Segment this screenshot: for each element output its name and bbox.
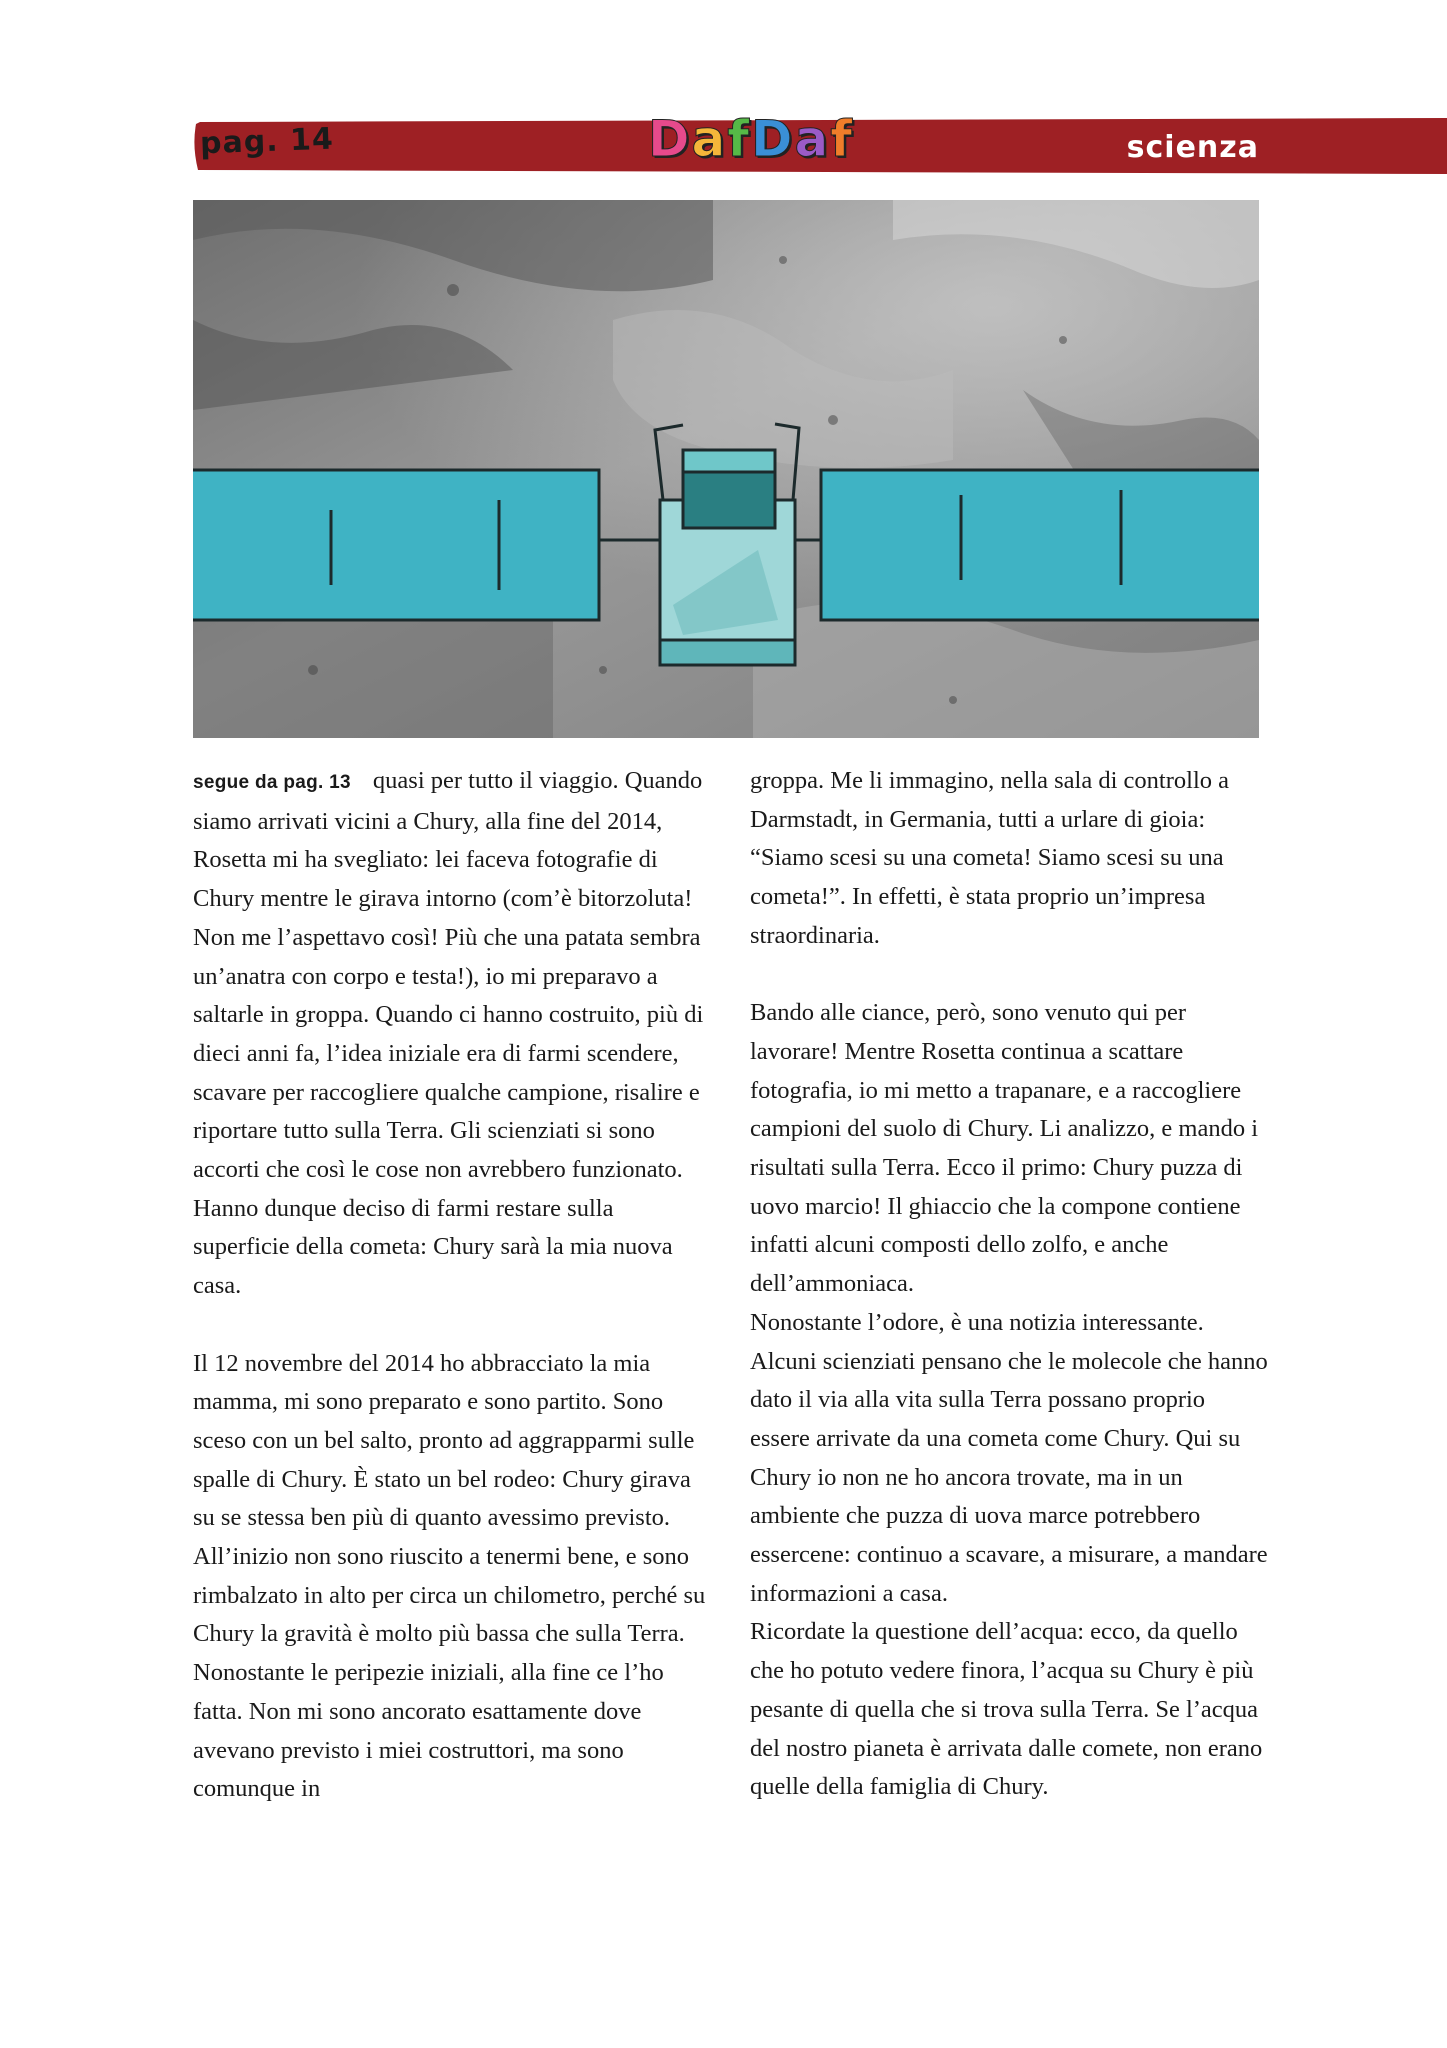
- paragraph-text: quasi per tutto il viaggio. Quando siamo arrivati vicini a Chury, alla fine del 2014, Rosetta mi ha svegliato: lei faceva fotografie di Chury mentre le girava intorno (com’è bitorzoluta! Non me l’aspettavo così! Più che una patata sembra un’anatra con corpo e testa!), io mi preparavo a saltarle in groppa. Quando ci hanno costruito, più di dieci anni fa, l’idea iniziale era di farmi scendere, scavare per raccogliere qualche campione, risalire e riportare tutto sulla Terra. Gli scienziati si sono accorti che così le cose non avrebbero funzionato. Hanno dunque deciso di farmi restare sulla superficie della cometa: Chury sarà la mia nuova casa.: [193, 767, 704, 1300]
- paragraph: groppa. Me li immagino, nella sala di controllo a Darmstadt, in Germania, tutti a urlare di gioia: “Siamo scesi su una cometa! Siamo scesi su una cometa!”. In effetti, è stata proprio un’impresa straordinaria.: [750, 767, 1229, 949]
- logo-letter: a: [691, 110, 726, 168]
- article-left-column: [193, 762, 713, 1809]
- paragraph: [193, 762, 713, 1306]
- article-right-column: [750, 762, 1270, 1807]
- logo-letter: D: [648, 110, 690, 168]
- comet-surface-image: [193, 200, 1259, 738]
- left-solar-panel: [193, 470, 599, 620]
- right-solar-panel: [821, 470, 1259, 620]
- continued-from-label: segue da pag. 13: [193, 772, 351, 793]
- section-title: scienza: [1126, 130, 1259, 165]
- logo-letter: f: [830, 110, 853, 168]
- paragraph: Bando alle ciance, però, sono venuto qui per lavorare! Mentre Rosetta continua a scattare fotografia, io mi metto a trapanare, e a raccogliere campioni del suolo di Chury. Li analizzo, e mando i risultati sulla Terra. Ecco il primo: Chury puzza di uovo marcio! Il ghiaccio che la compone contiene infatti alcuni composti dello zolfo, e anche dell’ammoniaca.: [750, 999, 1259, 1298]
- logo-letter: f: [727, 110, 750, 168]
- paragraph: Nonostante l’odore, è una notizia interessante. Alcuni scienziati pensano che le molecole che hanno dato il via alla vita sulla Terra possano proprio essere arrivate da una cometa come Chury. Qui su Chury io non ne ho ancora trovate, ma in un ambiente che puzza di uova marce potrebbero essercene: continuo a scavare, a misurare, a mandare informazioni a casa.: [750, 1308, 1268, 1607]
- hero-illustration: [193, 200, 1259, 738]
- logo-letter: D: [751, 110, 793, 168]
- logo-letter: a: [794, 110, 829, 168]
- paragraph: Ricordate la questione dell’acqua: ecco, da quello che ho potuto vedere finora, l’acqua su Chury è più pesante di quella che si trova sulla Terra. Se l’acqua del nostro pianeta è arrivata dalle comete, non erano quelle della famiglia di Chury.: [750, 1618, 1263, 1801]
- page-number: pag. 14: [199, 121, 335, 162]
- paragraph: Il 12 novembre del 2014 ho abbracciato la mia mamma, mi sono preparato e sono partito. Sono sceso con un bel salto, pronto ad aggrapparmi sulle spalle di Chury. È stato un bel rodeo: Chury girava su se stessa ben più di quanto avessimo previsto. All’inizio non sono riuscito a tenermi bene, e sono rimbalzato in alto per circa un chilometro, perché su Chury la gravità è molto più bassa che sulla Terra. Nonostante le peripezie iniziali, alla fine ce l’ho fatta. Non mi sono ancorato esattamente dove avevano previsto i miei costruttori, ma sono comunque in: [193, 1349, 706, 1803]
- magazine-logo: [648, 108, 852, 170]
